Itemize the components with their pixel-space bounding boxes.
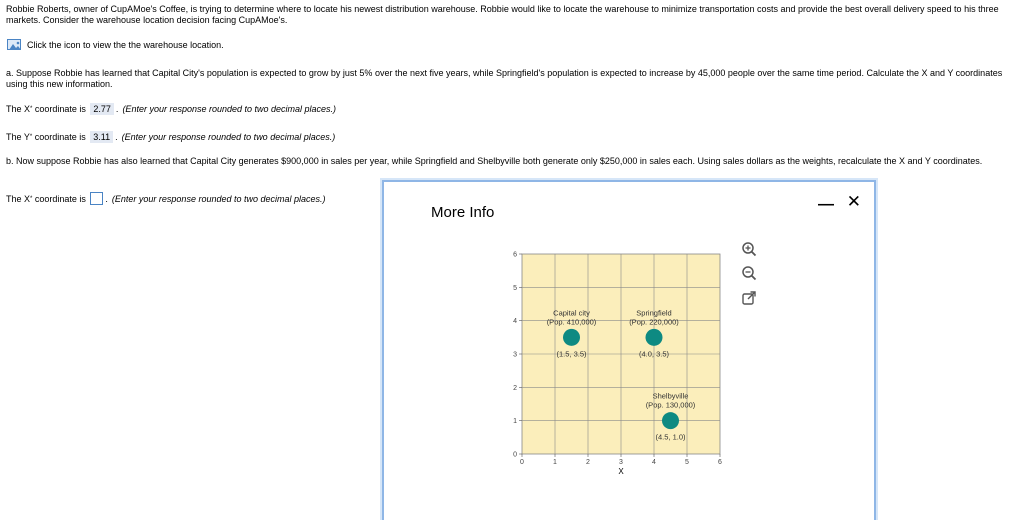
warehouse-location-chart (484, 242, 734, 482)
part-a-x-line (6, 103, 336, 115)
b-x-star: * (30, 195, 33, 202)
close-button[interactable]: ✕ (846, 192, 861, 211)
x-mid: coordinate is (32, 104, 89, 114)
zoom-out-icon[interactable] (740, 264, 758, 282)
open-external-icon[interactable] (740, 289, 758, 307)
location-marker (563, 329, 580, 346)
point-pop-label: (Pop. 130,000) (645, 400, 696, 410)
x-tick-label: 2 (586, 459, 590, 466)
b-x-mid: coordinate is (32, 193, 89, 204)
intro-paragraph: Robbie Roberts, owner of CupAMoe's Coffee, is trying to determine where to locate his newest distribution warehouse. Robbie would like to locate the warehouse to minimize transportation costs and provide the best overall delivery speed to his three markets. Consider the warehouse location decision facing CupAMoe's. (6, 4, 999, 25)
minimize-button[interactable]: — (818, 196, 834, 213)
x-tick-label: 5 (685, 459, 689, 466)
y-tick-label: 6 (513, 251, 517, 259)
x-tick-label: 1 (553, 459, 557, 466)
x-tick-label: 6 (718, 459, 722, 466)
y-tick-label: 0 (513, 451, 517, 459)
b-x-suffix: . (105, 193, 108, 204)
point-pop-label: (Pop. 410,000) (546, 317, 597, 327)
x-star: * (30, 106, 33, 112)
y-star: * (29, 134, 33, 140)
x-label: The X (6, 104, 31, 114)
x-tick-label: 4 (652, 459, 656, 466)
point-coord-label: (4.0, 3.5) (638, 349, 670, 359)
location-marker (662, 412, 679, 429)
x-tick-label: 0 (520, 459, 524, 466)
view-location-link[interactable]: Click the icon to view the the warehouse location. (27, 39, 224, 50)
point-name-label: Capital city (553, 308, 590, 318)
part-b-x-line (6, 192, 326, 205)
view-location-row (7, 39, 224, 50)
point-coord-label: (4.5, 1.0) (655, 432, 686, 442)
point-name-label: Shelbyville (652, 391, 689, 401)
point-coord-label: (1.5, 3.5) (556, 349, 587, 359)
y-mid: coordinate is (32, 132, 89, 142)
image-icon[interactable] (7, 39, 21, 50)
x-answer-box[interactable]: 2.77 (90, 103, 114, 115)
part-a-y-line (6, 131, 335, 143)
zoom-in-icon[interactable] (740, 240, 758, 258)
b-x-label: The X (6, 193, 31, 204)
y-answer-box[interactable]: 3.11 (90, 131, 113, 143)
y-suffix: . (115, 132, 118, 142)
more-info-dialog (382, 180, 876, 520)
dialog-title: More Info (431, 204, 495, 221)
x-hint: (Enter your response rounded to two decimal places.) (122, 104, 337, 114)
b-x-hint: (Enter your response rounded to two decimal places.) (111, 193, 326, 204)
y-tick-label: 2 (513, 384, 517, 392)
b-x-answer-input[interactable] (90, 192, 103, 205)
y-tick-label: 3 (513, 351, 517, 359)
point-name-label: Springfield (636, 308, 672, 318)
y-tick-label: 5 (513, 284, 517, 292)
location-marker (646, 329, 663, 346)
part-a-question: a. Suppose Robbie has learned that Capital City's population is expected to grow by just 5% over the next five years, while Springfield's population is expected to increase by 45,000 people over the same time period. Calculate the X and Y coordinates using this new information. (6, 68, 1003, 89)
y-tick-label: 1 (513, 418, 517, 426)
y-hint: (Enter your response rounded to two decimal places.) (121, 132, 336, 142)
y-tick-label: 4 (513, 318, 517, 326)
x-suffix: . (115, 104, 119, 114)
x-axis-label: X (618, 467, 624, 476)
y-label: The Y (6, 132, 30, 142)
part-b-question: b. Now suppose Robbie has also learned that Capital City generates $900,000 in sales per year, while Springfield and Shelbyville both generate only $250,000 in sales each. Using sales dollars as the weights, recalculate the X and Y coordinates. (6, 156, 983, 166)
x-tick-label: 3 (619, 459, 623, 466)
point-pop-label: (Pop. 220,000) (629, 317, 679, 327)
